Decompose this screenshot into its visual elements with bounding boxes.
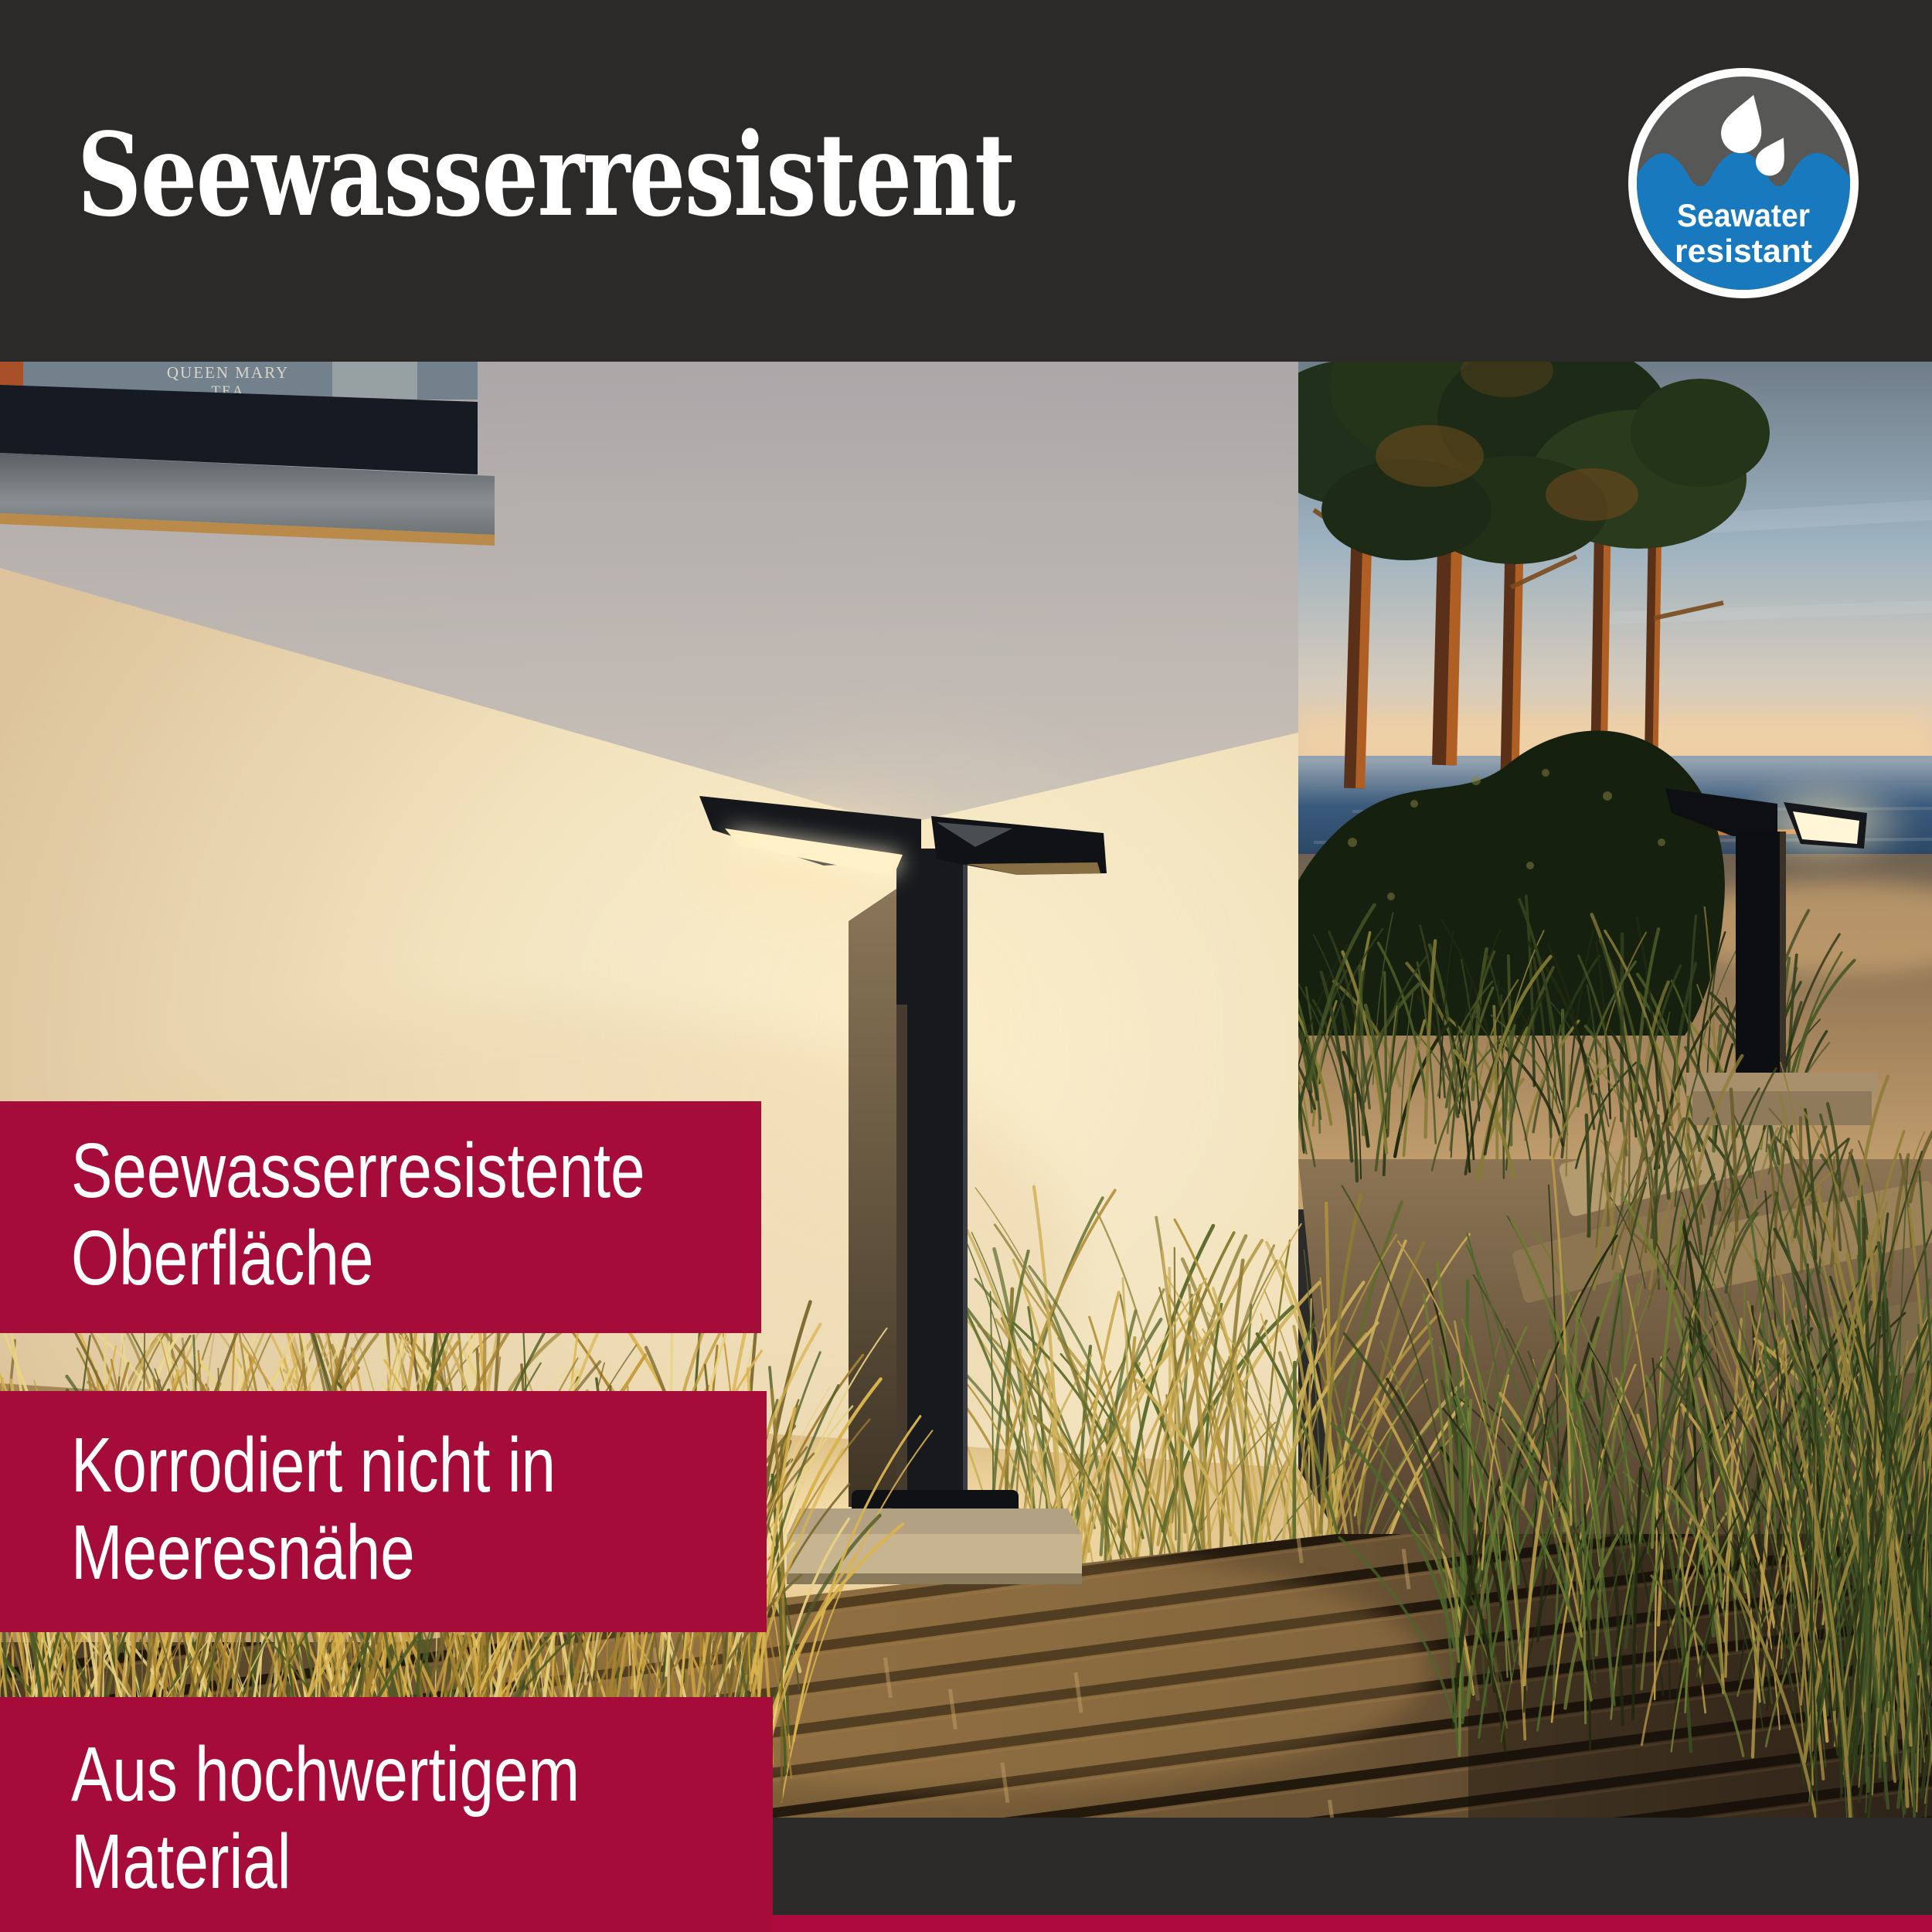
feature-box-2-line1: Korrodiert nicht in	[71, 1422, 556, 1509]
feature-box-3-line1: Aus hochwertigem	[71, 1731, 580, 1818]
seawater-resistant-badge	[1628, 67, 1859, 299]
window-reflection	[332, 359, 417, 402]
feature-box-surface	[0, 1101, 761, 1333]
lamp-mast-warm-edge	[896, 1005, 907, 1507]
feature-box-material	[0, 1697, 773, 1932]
far-lamp-mast-edge	[1780, 832, 1786, 1077]
badge-graphic	[1628, 67, 1859, 299]
feature-box-1-line1: Seewasserresistente	[71, 1128, 645, 1214]
window-sign-line1: QUEEN MARY	[166, 363, 290, 382]
feature-box-corrosion	[0, 1391, 767, 1632]
concrete-pad-top	[787, 1509, 1082, 1536]
feature-box-2-line2: Meeresnähe	[71, 1509, 415, 1596]
window	[0, 359, 495, 546]
far-lamp-mast	[1736, 832, 1785, 1077]
badge-line1: Seawater	[1677, 197, 1810, 233]
feature-box-1-line2: Oberfläche	[71, 1215, 374, 1301]
feature-box-3-line2: Material	[71, 1818, 291, 1905]
window-sign-line2: TEA	[211, 383, 245, 400]
badge-line2: resistant	[1675, 233, 1813, 269]
page-title-text: Seewasserresistent	[77, 107, 1015, 242]
lamp-mast-highlight	[963, 849, 968, 1515]
page-title	[77, 107, 1279, 242]
